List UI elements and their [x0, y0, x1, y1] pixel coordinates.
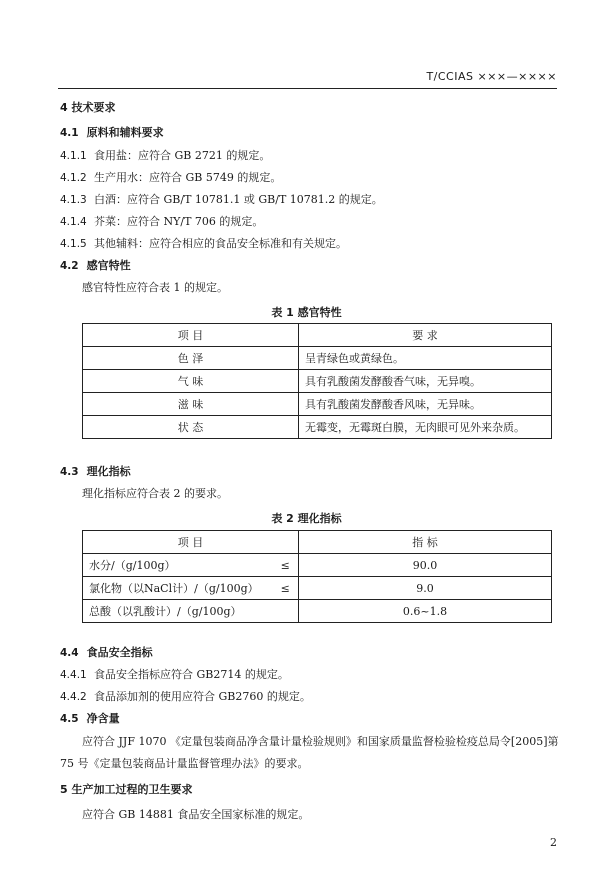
section-number: 4.3: [60, 466, 79, 478]
section-4-3-intro: 理化指标应符合表 2 的要求。: [82, 487, 228, 500]
header-cell-item: 项 目: [83, 531, 299, 554]
section-5-text: 应符合 GB 14881 食品安全国家标准的规定。: [82, 808, 310, 821]
clause-4-1-2: [60, 171, 281, 185]
header-cell-item: 项 目: [83, 324, 299, 347]
sensory-table: [82, 323, 552, 439]
table-header-row: [83, 324, 552, 347]
header-cell-requirement: 要 求: [299, 324, 552, 347]
clause-text: 食品添加剂的使用应符合 GB2760 的规定。: [94, 690, 311, 703]
table-2-caption: 表 2 理化指标: [271, 512, 342, 525]
section-4-3-heading: [60, 465, 131, 479]
clause-number: 4.4.2: [60, 691, 87, 703]
table-row: [83, 577, 552, 600]
section-title: 净含量: [86, 712, 120, 725]
clause-4-4-1: [60, 668, 289, 682]
table-row: [83, 600, 552, 623]
table-1-caption: 表 1 感官特性: [271, 306, 342, 319]
item-cell: 滋 味: [83, 393, 299, 416]
physicochemical-table: [82, 530, 552, 623]
section-4-2-intro: 感官特性应符合表 1 的规定。: [82, 281, 228, 294]
clause-number: 4.1.1: [60, 150, 87, 162]
value-cell: 0.6~1.8: [299, 600, 552, 623]
page-number: 2: [550, 836, 557, 849]
table-row: [83, 554, 552, 577]
section-4-1-heading: [60, 126, 164, 140]
section-4-title: 4 技术要求: [60, 101, 116, 114]
section-title: 理化指标: [86, 465, 131, 478]
section-4-4-heading: [60, 646, 153, 660]
table-row: [83, 393, 552, 416]
item-cell: 氯化物（以NaCl计）/（g/100g）: [83, 577, 273, 600]
operator-cell: [273, 600, 299, 623]
section-4-5-text-line-1: 应符合 JJF 1070 《定量包装商品净含量计量检验规则》和国家质量监督检验检疫总局令[2005]第: [82, 735, 559, 748]
clause-number: 4.1.4: [60, 216, 87, 228]
header-rule: [58, 88, 557, 89]
item-cell: 总酸（以乳酸计）/（g/100g）: [83, 600, 273, 623]
item-cell: 状 态: [83, 416, 299, 439]
table-header-row: [83, 531, 552, 554]
item-cell: 气 味: [83, 370, 299, 393]
section-title: 食品安全指标: [86, 646, 153, 659]
requirement-cell: 具有乳酸菌发酵酸香风味，无异味。: [299, 393, 552, 416]
clause-4-1-3: [60, 193, 383, 207]
requirement-cell: 具有乳酸菌发酵酸香气味，无异嗅。: [299, 370, 552, 393]
section-number: 4.5: [60, 713, 79, 725]
clause-text: 其他辅料：应符合相应的食品安全标准和有关规定。: [94, 237, 347, 250]
clause-text: 芥菜：应符合 NY/T 706 的规定。: [94, 215, 264, 228]
table-row: [83, 347, 552, 370]
table-row: [83, 370, 552, 393]
clause-number: 4.1.5: [60, 238, 87, 250]
clause-4-1-4: [60, 215, 263, 229]
clause-number: 4.4.1: [60, 669, 87, 681]
section-title: 原料和辅料要求: [86, 126, 164, 139]
value-cell: 9.0: [299, 577, 552, 600]
item-cell: 色 泽: [83, 347, 299, 370]
section-4-2-heading: [60, 259, 131, 273]
clause-text: 食品安全指标应符合 GB2714 的规定。: [94, 668, 289, 681]
header-cell-index: 指 标: [299, 531, 552, 554]
clause-4-4-2: [60, 690, 311, 704]
section-5-title: 5 生产加工过程的卫生要求: [60, 783, 193, 796]
clause-text: 生产用水：应符合 GB 5749 的规定。: [94, 171, 282, 184]
section-title: 感官特性: [86, 259, 131, 272]
clause-number: 4.1.2: [60, 172, 87, 184]
section-number: 4.1: [60, 127, 79, 139]
clause-number: 4.1.3: [60, 194, 87, 206]
value-cell: 90.0: [299, 554, 552, 577]
operator-cell: ≤: [273, 577, 299, 600]
section-4-5-text-line-2: 75 号《定量包装商品计量监督管理办法》的要求。: [60, 757, 309, 770]
section-number: 4.2: [60, 260, 79, 272]
clause-text: 食用盐：应符合 GB 2721 的规定。: [94, 149, 271, 162]
clause-4-1-5: [60, 237, 347, 251]
table-row: [83, 416, 552, 439]
section-4-5-heading: [60, 712, 120, 726]
requirement-cell: 呈青绿色或黄绿色。: [299, 347, 552, 370]
clause-4-1-1: [60, 149, 270, 163]
requirement-cell: 无霉变，无霉斑白膜，无肉眼可见外来杂质。: [299, 416, 552, 439]
standard-code: T/CCIAS ×××—××××: [426, 70, 557, 83]
operator-cell: ≤: [273, 554, 299, 577]
clause-text: 白酒：应符合 GB/T 10781.1 或 GB/T 10781.2 的规定。: [94, 193, 383, 206]
item-cell: 水分/（g/100g）: [83, 554, 273, 577]
section-number: 4.4: [60, 647, 79, 659]
